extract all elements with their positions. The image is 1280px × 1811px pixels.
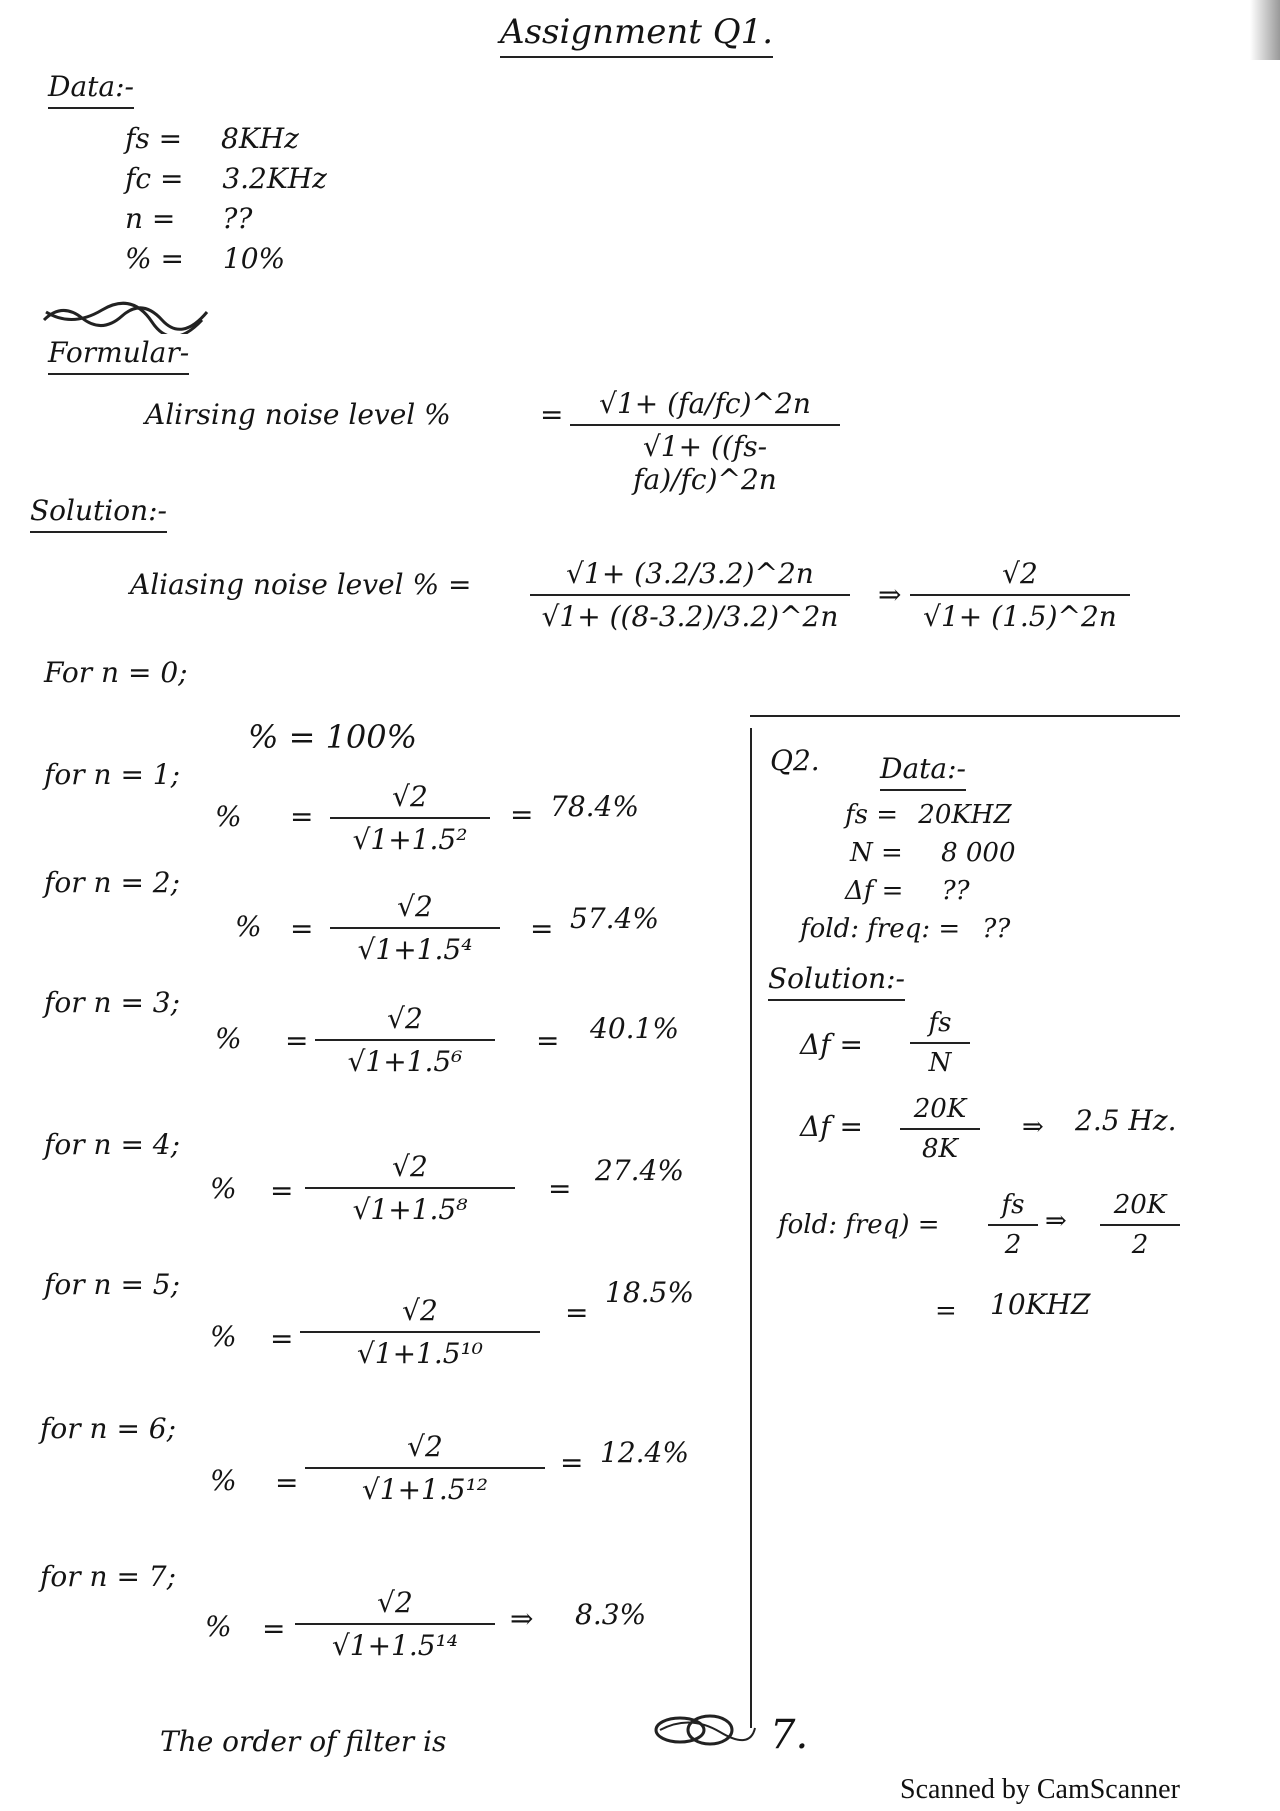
q1-data-rhs: 3.2KHz — [222, 162, 327, 195]
q2-data-row — [845, 800, 1012, 830]
case-label-n7: for n = 7; — [40, 1560, 177, 1593]
case-pct: % — [210, 1320, 237, 1353]
equals-sign: = — [560, 1446, 584, 1479]
q1-data-rhs: 10% — [222, 242, 286, 275]
case-pct: % — [210, 1172, 237, 1205]
case-denominator: √1+1.5⁴ — [357, 933, 473, 966]
q2-data-heading: Data:- — [880, 752, 966, 791]
conclusion-text: The order of filter is — [160, 1725, 447, 1758]
equals-sign: = — [530, 912, 554, 945]
q2-solution-heading: Solution:- — [768, 962, 905, 1001]
case-fraction-n7 — [295, 1584, 495, 1664]
equals-sign: = — [935, 1296, 957, 1326]
q1-data-lhs: fs = — [125, 122, 183, 155]
case-numerator: √2 — [397, 890, 433, 923]
fold-fraction — [988, 1188, 1038, 1262]
fold2-numerator: 20K — [1113, 1190, 1167, 1220]
fold-label: fold: freq) = — [778, 1210, 940, 1240]
q1-data-heading: Data:- — [48, 70, 134, 109]
equals-sign: = — [548, 1172, 572, 1205]
df2-numerator: 20K — [913, 1094, 967, 1124]
case-denominator: √1+1.5² — [352, 823, 468, 856]
q1-data-row — [125, 202, 252, 235]
case-denominator: √1+1.5⁶ — [347, 1045, 463, 1078]
q2-box-left — [750, 728, 752, 1728]
q1-formula-heading: Formular- — [48, 336, 189, 375]
case-denominator: √1+1.5¹⁴ — [331, 1629, 459, 1662]
case-fraction-n1 — [330, 778, 490, 858]
case-pct: % — [205, 1610, 232, 1643]
q1-solution-heading: Solution:- — [30, 494, 167, 533]
case-result-n4: 27.4% — [595, 1154, 684, 1187]
case-result-n2: 57.4% — [570, 902, 659, 935]
case-numerator: √2 — [387, 1002, 423, 1035]
q2-data-rhs: 8 000 — [941, 838, 1016, 868]
case-result-n5: 18.5% — [605, 1276, 694, 1309]
formula-denominator: √1+ ((fs-fa)/fc)^2n — [633, 430, 777, 496]
equals-sign: = — [270, 1174, 294, 1207]
solution-simplified-fraction — [910, 555, 1130, 635]
scanner-watermark: Scanned by CamScanner — [900, 1774, 1180, 1805]
df-label: Δf = — [800, 1028, 863, 1061]
case-result-n0: % = 100% — [248, 718, 418, 756]
case-label-n0: For n = 0; — [44, 656, 188, 689]
case-numerator: √2 — [407, 1430, 443, 1463]
q1-data-row — [125, 162, 327, 195]
conclusion-value: 7. — [770, 1712, 809, 1758]
df2-denominator: 8K — [922, 1134, 958, 1164]
case-result-n1: 78.4% — [550, 790, 639, 823]
case-pct: % — [215, 800, 242, 833]
fold-result: 10KHZ — [990, 1288, 1091, 1321]
formula-numerator: √1+ (fa/fc)^2n — [599, 387, 811, 420]
case-denominator: √1+1.5¹⁰ — [356, 1337, 484, 1370]
case-result-n7: 8.3% — [575, 1598, 647, 1631]
q1-data-rhs: ?? — [222, 202, 253, 235]
q1-data-lhs: fc = — [125, 162, 184, 195]
df-result: 2.5 Hz. — [1075, 1104, 1177, 1137]
q2-data-row — [800, 914, 1010, 944]
solution-fraction — [530, 555, 850, 635]
case-numerator: √2 — [392, 780, 428, 813]
solution-label: Aliasing noise level % = — [130, 568, 472, 601]
case-denominator: √1+1.5¹² — [361, 1473, 489, 1506]
q2-data-rhs: 20KHZ — [918, 800, 1012, 830]
case-label-n4: for n = 4; — [44, 1128, 181, 1161]
q2-data-rhs: ?? — [982, 914, 1011, 944]
q2-data-row — [850, 838, 1016, 868]
solution-numerator: √1+ (3.2/3.2)^2n — [566, 557, 814, 590]
equals-sign: = — [275, 1466, 299, 1499]
implies-arrow: ⇒ — [510, 1602, 534, 1635]
fold-denominator: 2 — [1004, 1230, 1022, 1260]
q1-data-lhs: n = — [125, 202, 176, 235]
q1-data-rhs: 8KHz — [221, 122, 299, 155]
case-fraction-n5 — [300, 1292, 540, 1372]
df-label: Δf = — [800, 1110, 863, 1143]
q2-data-lhs: N = — [850, 838, 903, 868]
implies-arrow: ⇒ — [1022, 1112, 1044, 1142]
df2-fraction — [900, 1092, 980, 1166]
case-result-n3: 40.1% — [590, 1012, 679, 1045]
df-fraction — [910, 1006, 970, 1080]
case-label-n1: for n = 1; — [44, 758, 181, 791]
crossed-out-scribble — [42, 298, 212, 334]
implies-arrow: ⇒ — [878, 578, 902, 611]
equals-sign: = — [540, 398, 564, 431]
equals-sign: = — [510, 798, 534, 831]
scan-shadow — [1250, 0, 1280, 60]
q2-data-rhs: ?? — [941, 876, 970, 906]
df-denominator: N — [928, 1048, 952, 1078]
case-numerator: √2 — [392, 1150, 428, 1183]
case-label-n5: for n = 5; — [44, 1268, 181, 1301]
case-denominator: √1+1.5⁸ — [352, 1193, 468, 1226]
q1-data-row — [125, 242, 285, 275]
q2-data-lhs: fold: freq: = — [800, 914, 961, 944]
case-fraction-n6 — [305, 1428, 545, 1508]
simplified-numerator: √2 — [1002, 557, 1038, 590]
case-fraction-n3 — [315, 1000, 495, 1080]
case-result-n6: 12.4% — [600, 1436, 689, 1469]
equals-sign: = — [262, 1612, 286, 1645]
implies-arrow: ⇒ — [1045, 1206, 1067, 1236]
case-pct: % — [235, 910, 262, 943]
q2-heading: Q2. — [770, 744, 820, 777]
q1-data-row — [125, 122, 299, 155]
q2-data-row — [845, 876, 970, 906]
q2-data-lhs: fs = — [845, 800, 899, 830]
equals-sign: = — [290, 912, 314, 945]
equals-sign: = — [285, 1024, 309, 1057]
scribble-mark — [650, 1712, 760, 1748]
fold-numerator: fs — [1001, 1190, 1025, 1220]
case-pct: % — [210, 1464, 237, 1497]
case-numerator: √2 — [402, 1294, 438, 1327]
q1-data-lhs: % = — [125, 242, 184, 275]
case-label-n3: for n = 3; — [44, 986, 181, 1019]
equals-sign: = — [536, 1024, 560, 1057]
simplified-denominator: √1+ (1.5)^2n — [923, 600, 1117, 633]
case-label-n2: for n = 2; — [44, 866, 181, 899]
df-numerator: fs — [928, 1008, 952, 1038]
equals-sign: = — [290, 800, 314, 833]
solution-denominator: √1+ ((8-3.2)/3.2)^2n — [541, 600, 839, 633]
formula-label: Alirsing noise level % — [145, 398, 451, 431]
case-numerator: √2 — [377, 1586, 413, 1619]
formula-fraction — [570, 385, 840, 498]
equals-sign: = — [565, 1296, 589, 1329]
case-fraction-n2 — [330, 888, 500, 968]
q2-data-lhs: Δf = — [845, 876, 904, 906]
equals-sign: = — [270, 1322, 294, 1355]
fold2-denominator: 2 — [1131, 1230, 1149, 1260]
page-title: Assignment Q1. — [500, 12, 773, 58]
case-fraction-n4 — [305, 1148, 515, 1228]
case-pct: % — [215, 1022, 242, 1055]
case-label-n6: for n = 6; — [40, 1412, 177, 1445]
fold2-fraction — [1100, 1188, 1180, 1262]
q2-box-top — [750, 715, 1180, 717]
